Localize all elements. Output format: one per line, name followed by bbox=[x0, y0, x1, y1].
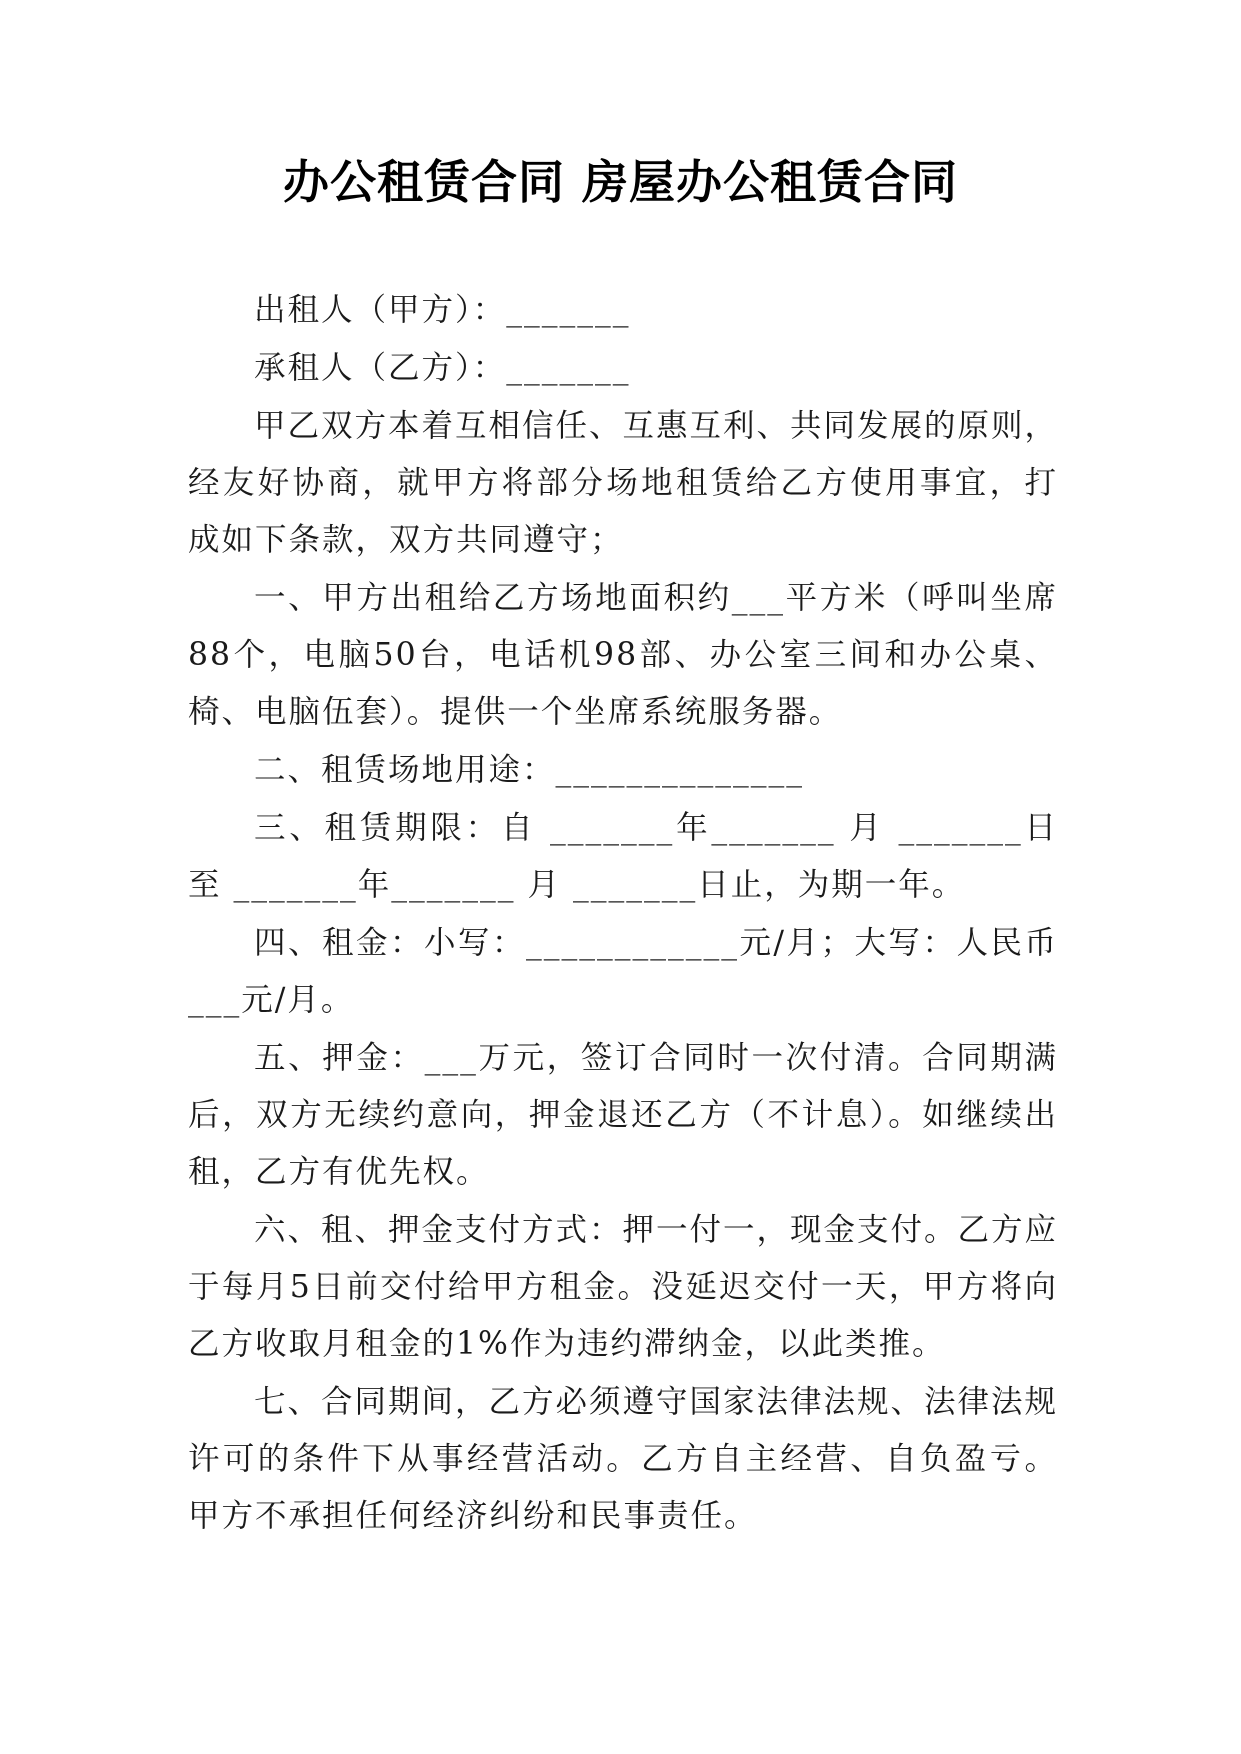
clause-3-paragraph: 三、租赁期限：自 _______年_______ 月 _______日至 _______年_______ 月 _______日止，为期一年。 bbox=[188, 810, 1058, 903]
party-b-line: 承租人（乙方）：_______ bbox=[254, 350, 631, 386]
clause-5-paragraph: 五、押金：___万元，签订合同时一次付清。合同期满后，双方无续约意向，押金退还乙方（不计息）。如继续出租，乙方有优先权。 bbox=[188, 1040, 1058, 1190]
clause-1-paragraph: 一、甲方出租给乙方场地面积约___平方米（呼叫坐席88个，电脑50台，电话机98部、办公室三间和办公桌、椅、电脑伍套）。提供一个坐席系统服务器。 bbox=[188, 580, 1058, 730]
document-body bbox=[188, 282, 1058, 1546]
document-title: 办公租赁合同 房屋办公租赁合同 bbox=[282, 155, 958, 209]
party-a-line: 出租人（甲方）：_______ bbox=[254, 292, 631, 328]
clause-4-paragraph: 四、租金：小写：____________元/月；大写：人民币___元/月。 bbox=[188, 925, 1058, 1018]
clause-6-paragraph: 六、租、押金支付方式：押一付一，现金支付。乙方应于每月5日前交付给甲方租金。没延迟交付一天，甲方将向乙方收取月租金的1%作为违约滞纳金，以此类推。 bbox=[188, 1212, 1059, 1362]
clause-7-paragraph: 七、合同期间，乙方必须遵守国家法律法规、法律法规许可的条件下从事经营活动。乙方自主经营、自负盈亏。甲方不承担任何经济纠纷和民事责任。 bbox=[188, 1384, 1059, 1534]
preamble-paragraph: 甲乙双方本着互相信任、互惠互利、共同发展的原则，经友好协商，就甲方将部分场地租赁给乙方使用事宜，打成如下条款，双方共同遵守； bbox=[188, 408, 1059, 558]
clause-2-paragraph: 二、租赁场地用途：______________ bbox=[254, 752, 805, 788]
